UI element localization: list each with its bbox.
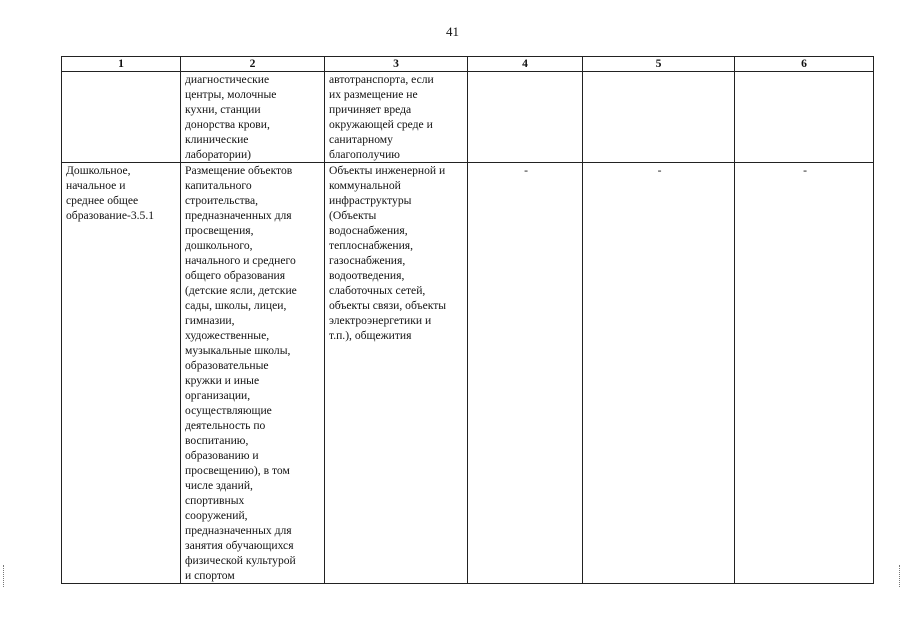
table-cell: - — [468, 163, 583, 584]
table-row — [62, 163, 874, 584]
table-cell — [62, 72, 181, 163]
table-cell: Размещение объектов капитального строительства, предназначенных для просвещения, дошкольного, начального и среднего общего образования (детские ясли, детские сады, школы, лицеи, гимназии, художественные, музыкальные школы, образовательные кружки и иные организации, осуществляющие деятельность по воспитанию, образованию и просвещению), в том числе зданий, спортивных сооружений, предназначенных для занятия обучающихся физической культурой и спортом — [181, 163, 325, 584]
table-cell: Дошкольное, начальное и среднее общее образование-3.5.1 — [62, 163, 181, 584]
table-cell: - — [735, 163, 874, 584]
column-header-2: 2 — [181, 57, 325, 72]
column-header-1: 1 — [62, 57, 181, 72]
table-cell — [735, 72, 874, 163]
table-cell: диагностические центры, молочные кухни, станции донорства крови, клинические лаборатории) — [181, 72, 325, 163]
zoning-table — [61, 56, 874, 584]
scan-edge-mark-right — [899, 565, 902, 587]
column-header-6: 6 — [735, 57, 874, 72]
column-header-5: 5 — [583, 57, 735, 72]
table-row — [62, 72, 874, 163]
scan-edge-mark-left — [3, 565, 6, 587]
table-header-row — [62, 57, 874, 72]
column-header-4: 4 — [468, 57, 583, 72]
table-cell: - — [583, 163, 735, 584]
table-cell — [468, 72, 583, 163]
table-cell: Объекты инженерной и коммунальной инфраструктуры (Объекты водоснабжения, теплоснабжения, газоснабжения, водоотведения, слаботочных сетей, объекты связи, объекты электроэнергетики и т.п.), общежития — [325, 163, 468, 584]
table-cell — [583, 72, 735, 163]
page-number: 41 — [446, 24, 459, 39]
column-header-3: 3 — [325, 57, 468, 72]
table-cell: автотранспорта, если их размещение не причиняет вреда окружающей среде и санитарному благополучию — [325, 72, 468, 163]
